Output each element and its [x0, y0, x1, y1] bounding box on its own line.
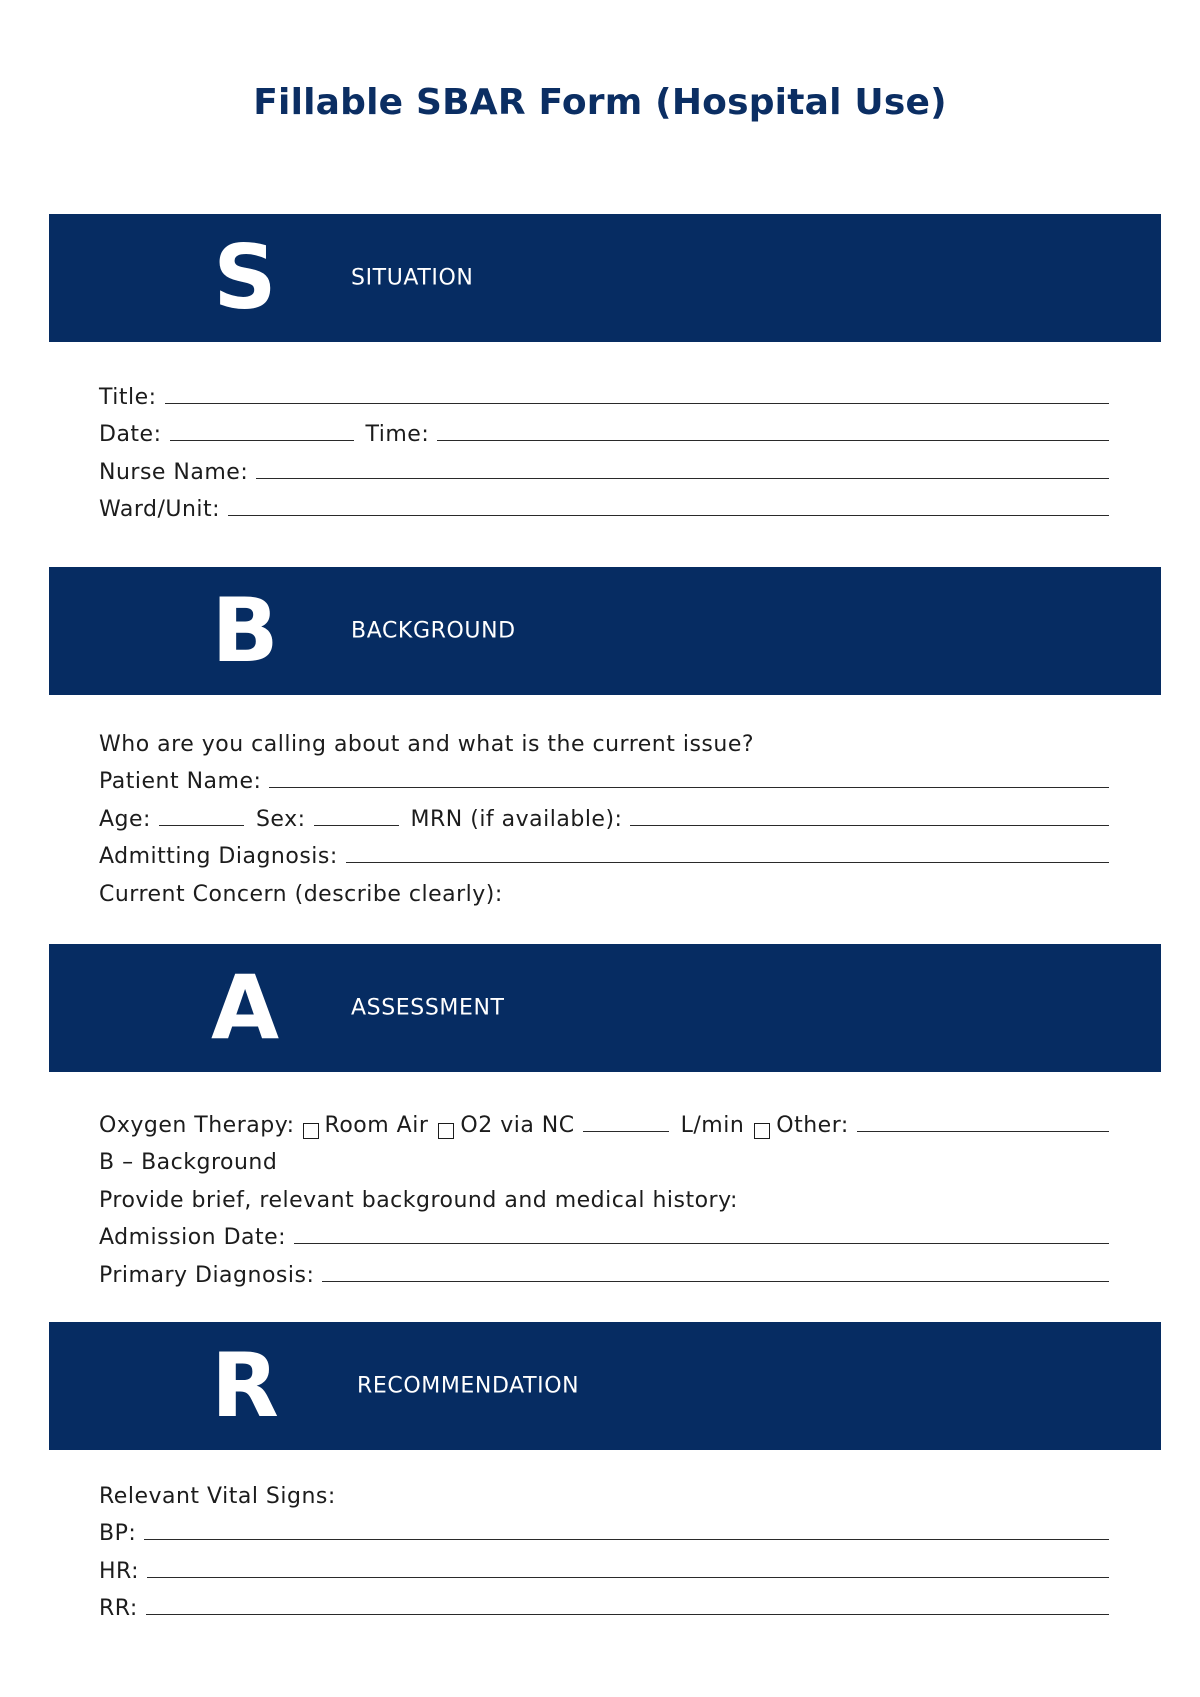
other-checkbox[interactable]: [754, 1123, 770, 1139]
field-label: Nurse Name:: [99, 459, 249, 485]
option-label: O2 via NC: [460, 1112, 575, 1138]
field-label: BP:: [99, 1521, 137, 1546]
field-label: MRN (if available):: [410, 806, 623, 832]
field-label: Oxygen Therapy:: [99, 1112, 295, 1138]
section-header-recommendation: [49, 1322, 1161, 1450]
time-input[interactable]: [437, 440, 1109, 441]
field-row-admission-date: [99, 1213, 1109, 1251]
age-input[interactable]: [159, 825, 244, 826]
patient-name-input[interactable]: [269, 787, 1109, 788]
field-row-oxygen-therapy: [99, 1100, 1109, 1138]
field-row-bp: [99, 1509, 1109, 1547]
rr-input[interactable]: [146, 1614, 1109, 1615]
section-label: ASSESSMENT: [351, 995, 505, 1021]
field-row-b-background: [99, 1138, 1109, 1176]
assessment-fields: [99, 1100, 1109, 1288]
nurse-name-input[interactable]: [256, 478, 1109, 479]
field-label: Relevant Vital Signs:: [99, 1483, 336, 1509]
section-label: SITUATION: [351, 265, 474, 291]
section-letter: A: [210, 956, 280, 1059]
other-input[interactable]: [857, 1131, 1109, 1132]
ward-unit-input[interactable]: [228, 515, 1109, 516]
field-row-patient-name: [99, 757, 1109, 795]
field-label: Time:: [365, 422, 430, 447]
primary-diagnosis-input[interactable]: [322, 1281, 1109, 1282]
hr-input[interactable]: [147, 1577, 1109, 1578]
date-input[interactable]: [170, 440, 354, 441]
question-text: Who are you calling about and what is the current issue?: [99, 731, 755, 757]
field-label: RR:: [99, 1596, 138, 1621]
field-label: Date:: [99, 422, 162, 447]
field-row-primary-diagnosis: [99, 1250, 1109, 1288]
page-title: Fillable SBAR Form (Hospital Use): [253, 82, 947, 123]
field-row-provide-brief: [99, 1175, 1109, 1213]
admitting-diagnosis-input[interactable]: [346, 862, 1109, 863]
field-row-age-sex-mrn: [99, 794, 1109, 832]
o2-via-nc-checkbox[interactable]: [438, 1123, 454, 1139]
field-label: Admission Date:: [99, 1225, 287, 1250]
bp-input[interactable]: [144, 1539, 1109, 1540]
section-label: BACKGROUND: [351, 618, 516, 644]
sex-input[interactable]: [314, 825, 399, 826]
field-label: Age:: [99, 806, 151, 832]
field-row-vital-signs: [99, 1471, 1109, 1509]
field-row-question: [99, 719, 1109, 757]
field-label: Title:: [99, 384, 157, 410]
field-label: Primary Diagnosis:: [99, 1262, 315, 1288]
section-letter: R: [211, 1334, 279, 1437]
field-label: Admitting Diagnosis:: [99, 844, 338, 869]
subheading: B – Background: [99, 1150, 278, 1175]
field-label: HR:: [99, 1558, 140, 1584]
field-row-rr: [99, 1584, 1109, 1622]
recommendation-fields: [99, 1471, 1109, 1621]
background-fields: [99, 719, 1109, 907]
instruction-text: Provide brief, relevant background and medical history:: [99, 1187, 738, 1213]
field-row-ward-unit: [99, 485, 1109, 523]
section-header-situation: [49, 214, 1161, 342]
field-label: Current Concern (describe clearly):: [99, 881, 503, 907]
field-row-current-concern: [99, 869, 1109, 907]
field-row-hr: [99, 1546, 1109, 1584]
option-label: Other:: [776, 1112, 849, 1138]
admission-date-input[interactable]: [294, 1243, 1109, 1244]
section-header-assessment: [49, 944, 1161, 1072]
field-label: Sex:: [255, 806, 306, 832]
section-label: RECOMMENDATION: [357, 1373, 580, 1399]
unit-label: L/min: [680, 1112, 745, 1138]
field-row-nurse-name: [99, 447, 1109, 485]
situation-fields: [99, 372, 1109, 522]
field-row-admitting-diagnosis: [99, 832, 1109, 870]
field-row-title: [99, 372, 1109, 410]
field-label: Ward/Unit:: [99, 497, 221, 522]
section-letter: S: [213, 226, 277, 329]
field-row-date-time: [99, 410, 1109, 448]
field-label: Patient Name:: [99, 769, 262, 794]
section-header-background: [49, 567, 1161, 695]
room-air-checkbox[interactable]: [303, 1123, 319, 1139]
option-label: Room Air: [324, 1112, 429, 1138]
section-letter: B: [211, 579, 279, 682]
title-input[interactable]: [165, 403, 1109, 404]
mrn-input[interactable]: [630, 825, 1109, 826]
o2-rate-input[interactable]: [583, 1131, 669, 1132]
